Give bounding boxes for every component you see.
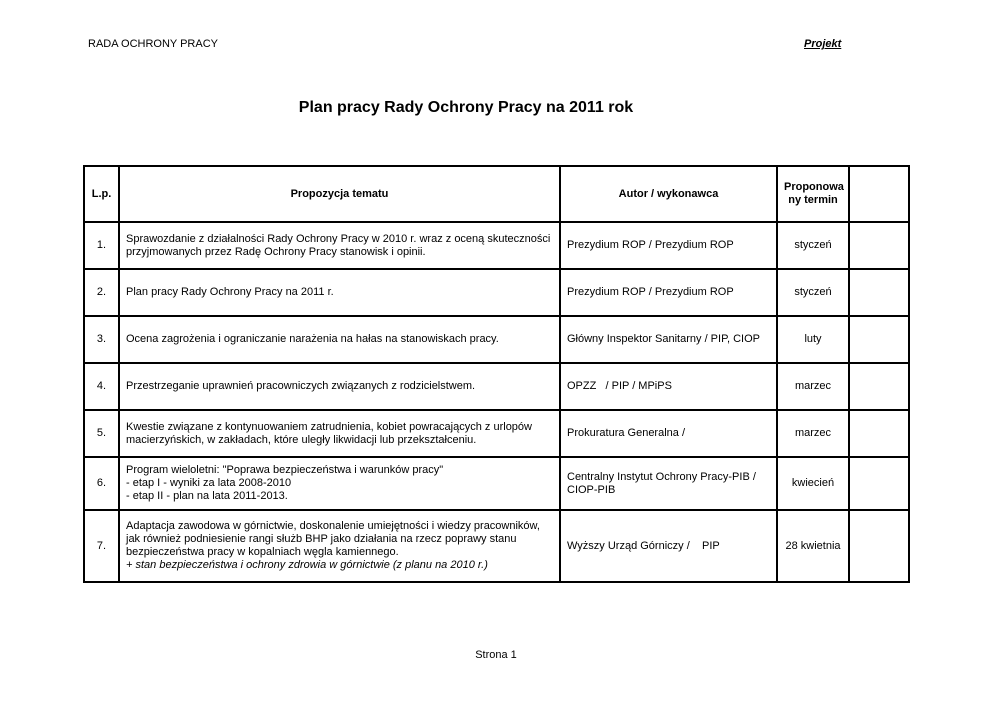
extra-cell: [849, 222, 909, 269]
term-cell: marzec: [777, 410, 849, 457]
extra-cell: [849, 269, 909, 316]
row-number: 6.: [84, 457, 119, 510]
topic-text: - etap I - wyniki za lata 2008-2010: [126, 477, 292, 489]
topic-cell: [119, 316, 560, 363]
topic-cell: [119, 457, 560, 510]
table-row: [84, 222, 909, 269]
row-number: 2.: [84, 269, 119, 316]
column-header-lp: L.p.: [84, 166, 119, 222]
term-cell: marzec: [777, 363, 849, 410]
topic-text: Sprawozdanie z działalności Rady Ochrony Pracy w 2010 r. wraz z oceną skuteczności przyjmowanych przez Radę Ochrony Pracy stanowisk i opinii.: [126, 232, 551, 258]
extra-cell: [849, 363, 909, 410]
page-title: Plan pracy Rady Ochrony Pracy na 2011 rok: [298, 99, 634, 116]
row-number: 1.: [84, 222, 119, 269]
table-header-row: [84, 166, 909, 222]
row-number: 7.: [84, 510, 119, 582]
column-header-topic: Propozycja tematu: [119, 166, 560, 222]
author-cell: Prezydium ROP / Prezydium ROP: [560, 222, 777, 269]
topic-text: Ocena zagrożenia i ograniczanie narażenia na hałas na stanowiskach pracy.: [126, 333, 499, 345]
row-number: 4.: [84, 363, 119, 410]
topic-text: Kwestie związane z kontynuowaniem zatrudnienia, kobiet powracających z urlopów macierzyńskich, w zakładach, które uległy likwidacji lub przekształceniu.: [126, 420, 532, 446]
topic-cell: [119, 222, 560, 269]
extra-cell: [849, 410, 909, 457]
author-cell: Wyższy Urząd Górniczy / PIP: [560, 510, 777, 582]
column-header-term: Proponowa ny termin: [777, 166, 849, 222]
row-number: 3.: [84, 316, 119, 363]
column-header-extra: [849, 166, 909, 222]
author-cell: Centralny Instytut Ochrony Pracy-PIB / CIOP-PIB: [560, 457, 777, 510]
extra-cell: [849, 316, 909, 363]
term-cell: styczeń: [777, 269, 849, 316]
term-cell: luty: [777, 316, 849, 363]
term-cell: styczeń: [777, 222, 849, 269]
table-row: [84, 316, 909, 363]
row-number: 5.: [84, 410, 119, 457]
extra-cell: [849, 510, 909, 582]
table-row: [84, 363, 909, 410]
author-cell: Prezydium ROP / Prezydium ROP: [560, 269, 777, 316]
document-status: Projekt: [804, 38, 842, 50]
topic-cell: [119, 410, 560, 457]
topic-text: Program wieloletni: "Poprawa bezpieczeństwa i warunków pracy": [126, 464, 444, 476]
table-row: [84, 510, 909, 582]
topic-note: + stan bezpieczeństwa i ochrony zdrowia w górnictwie (z planu na 2010 r.): [126, 559, 488, 571]
topic-text: Przestrzeganie uprawnień pracowniczych związanych z rodzicielstwem.: [126, 380, 476, 392]
topic-text: Plan pracy Rady Ochrony Pracy na 2011 r.: [126, 286, 334, 298]
author-cell: Główny Inspektor Sanitarny / PIP, CIOP: [560, 316, 777, 363]
organization-name: RADA OCHRONY PRACY: [88, 38, 218, 50]
table-row: [84, 457, 909, 510]
term-cell: kwiecień: [777, 457, 849, 510]
page-number: Strona 1: [475, 649, 517, 661]
table-row: [84, 269, 909, 316]
topic-cell: [119, 510, 560, 582]
topic-text: Adaptacja zawodowa w górnictwie, doskonalenie umiejętności i wiedzy pracowników, jak również podniesienie rangi służb BHP jako działania na rzecz poprawy stanu bezpieczeństwa pracy w kopalniach węgla kamiennego.: [126, 520, 540, 558]
topic-text: - etap II - plan na lata 2011-2013.: [126, 490, 288, 502]
topic-cell: [119, 363, 560, 410]
author-cell: OPZZ / PIP / MPiPS: [560, 363, 777, 410]
work-plan-table: [83, 165, 910, 583]
topic-cell: [119, 269, 560, 316]
column-header-author: Autor / wykonawca: [560, 166, 777, 222]
extra-cell: [849, 457, 909, 510]
author-cell: Prokuratura Generalna /: [560, 410, 777, 457]
table-row: [84, 410, 909, 457]
term-cell: 28 kwietnia: [777, 510, 849, 582]
